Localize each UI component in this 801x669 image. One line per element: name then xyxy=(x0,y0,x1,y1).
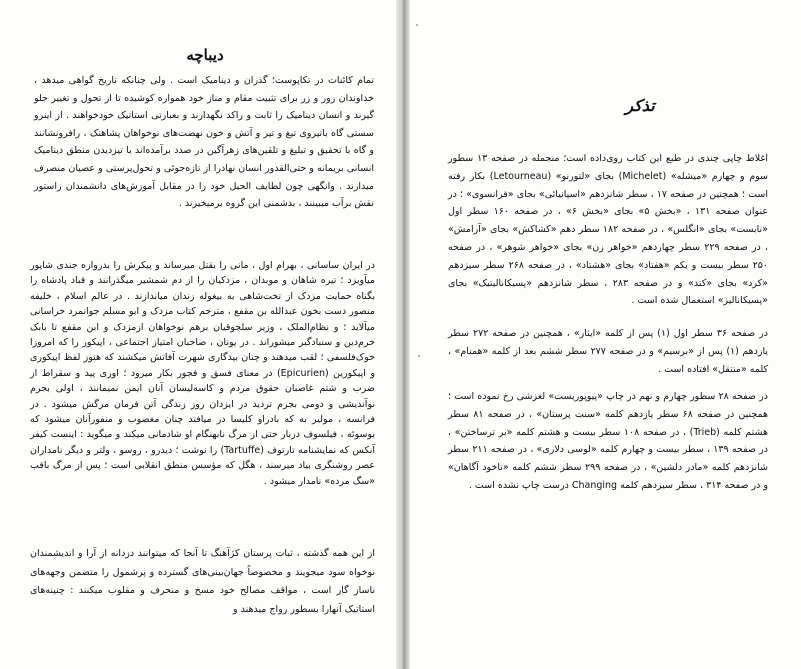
print-speck xyxy=(416,24,418,26)
preface-paragraph-3: از این همه گذشته ، ثبات پرستان کژآهنگ تا آنجا که میتوانند دزدانه از آرا و اندیشمندان نوخواه سود میجویند و مخصوصاً جهان‌بینی‌های گسترده و پرشمول را متضمن وجهه‌های ناساز گار است ، مواقف مصالح خود مسخ و منحرف و مقلوب میکنند : چنینه‌های استاتیک آنهارا بسطور رواج میدهند و xyxy=(30,548,375,615)
errata-paragraph-2: در صفحه ۳۶ سطر اول (۱) پس از کلمه «ایثار» ، همچنین در صفحه ۲۷۲ سطر یازدهم (۱) پس از «برسیم» و در صفحه ۲۷۷ سطر ششم بعد از کلمه «همنام» ، کلمه «منتقل» افتاده است . xyxy=(448,328,769,375)
preface-paragraph-1: تمام کائنات در تکاپوست؛ گذران و دینامیک است . ولی چنانکه تاریخ گواهی میدهد ، خداوندان زور و زر برای تثبیت مقام و مناز خود همواره کوشیده تا از تحول و تغییر جلو گیرند و انسان دینامیک را ثابت و راکد نگهدارند و بعبارتی استاتیک خودخواهند . از اینرو سستی گاه باتیروی تیغ و تیر و آتش و خون نهضت‌های نوخواهان پشاهنک ، رافرونشانند و گاه با تحقیق و تبلیغ و تلقین‌های زهرآگین در صدد برآمده‌اند با تیزدیدن منطق دینامیک انسانی بریمانه و حتی‌القدور انسان نهادرا از تازه‌جوئی و تحول‌پرستی و عصیان منصرف میدارند . وانگهی چون لطایف الحیل خود را در مقابل آموزش‌های دانشمندان راستور نقش برآب میبینند ، بدشمنی این گروه برمیخیزند . xyxy=(34,75,374,210)
left-page xyxy=(0,0,398,669)
errata-paragraph-1: اغلاط چاپی چندی در طبع این کتاب روی‌داده است؛ منجمله در صفحه ۱۳ سطور سوم و چهارم «میشله» (Michelet) بجای «لتورنو» (Letourneau) بکار رفته است ؛ همچنین در صفحه ۱۷ ، سطر شانزدهم «اسپانیائی» بجای «فرانسوی» ؛ در عنوان صفحه ۱۳۱ ، «بخش ۵» بجای «بخش ۶» ، در صفحه ۱۶۰ سطر اول «نابست» بجای «انگلس» ، در صفحه ۱۸۲ سطر دهم «کشاکش» بجای «آرامش» ، در صفحه ۲۲۹ سطر چهاردهم «خواهر زن» بجای «خواهر شوهر» ، در صفحه ۲۵۰ سطر بیست و یکم «هفتاد» بجای «هشتاد» ، در صفحه ۲۶۸ سطر سیزدهم «کرد» بجای «کند» و در صفحه ۲۸۳ ، سطر شانزدهم «پسیکانالیتیک» بجای «پسیکانالیز» استعمال شده است . xyxy=(448,153,769,307)
errata-paragraph-3: در صفحه ۲۸ سطور چهارم و نهم در چاپ «پیوپوریست» لغزشی رخ نموده است ؛ همچنین در صفحه ۶۸ سطر یازدهم کلمه «سنت پرستان» ، در صفحه ۸۱ سطر هشتم کلمه (Trieb) ، در صفحه ۱۰۸ سطر بیست و هشتم کلمه «بر ترساختن» ، در صفحه ۱۳۹ ، سطر بیست و چهارم کلمه «لوسی دلاری» ، در صفحه ۲۱۱ سطر شانزدهم کلمه «مادر دلشین» ، در صفحه ۲۹۹ سطر ششم کلمه «ناخود آگاهان» و در صفحه ۳۱۴ ، سطر سیزدهم کلمه Changing درست چاپ نشده است . xyxy=(448,391,769,491)
errata-title: تذکر xyxy=(625,96,655,115)
preface-paragraph-2: در ایران ساسانی ، بهرام اول ، مانی را بقتل میرساند و پیکرش را بدروازه جندی شاپور میآویزد ؛ تیره شاهان و موبدان ، مزدکیان را از دم شمشیر میگذرانند و قباد پادشاه را بگناه حمایت مزدک از تخت‌شاهی به بیغوله زندان میاندازند . در عالم اسلام ، خلیفه منصور دست بخون عبدالله بن مقفع ، مترجم کتاب مزدک و ابو مسلم جوانمرد خراسانی میآلاید ؛ و نظام‌الملک ، وزیر سلجوقیان برهم نوخواهان ازمزدک و ابن مقفع تا بابک خرم‌دین و سنبادگبر میشوراند . در یونان ، صاحبان امتیاز اجتماعی ، اپیکور را که امروزا خوک‌فلسفی ؛ لقب میدهند و چنان بیدگاری شهرت آفاتش میکشند که هنوز لفظ اپیکوری و اپیکورین (Epicurien) در معنای فسق و فجور بکار میرود ؛ اوری پید و سقراط از ضرب و شتم غاصبان حقوق مردم و کاسه‌لیسان آنان ایمن نمیمانند ، اولی بجرم نوآندیشی و دومی بجرم تردید در ایزدان روز زندگی آتن فرمان مرگش میشود . در فرانسه ، مولیر به که بادراو کلیسا در میافتد چنان مغضوب و منفورآنان میشود که بوسوئه ، فیلسوف دربار حتی از مرگ نابهنگام او شادمانی میکند و میگوید : اینست کیفر آنکس که نمایشنامه تارتوف (Tartuffe) را نوشت ؛ دیدرو ، روسو ، ولتر و دیگر نامداران عصر روشنگری بیاد میرسند ، هگل که مؤسس منطق انقلابی است ؛ پس از مرگ باقب «سگ مرده» نامدار میشود . xyxy=(30,260,375,487)
right-page xyxy=(410,0,801,669)
print-speck xyxy=(418,355,420,357)
book-gutter xyxy=(396,0,410,669)
preface-title: دیباچه xyxy=(186,46,224,64)
